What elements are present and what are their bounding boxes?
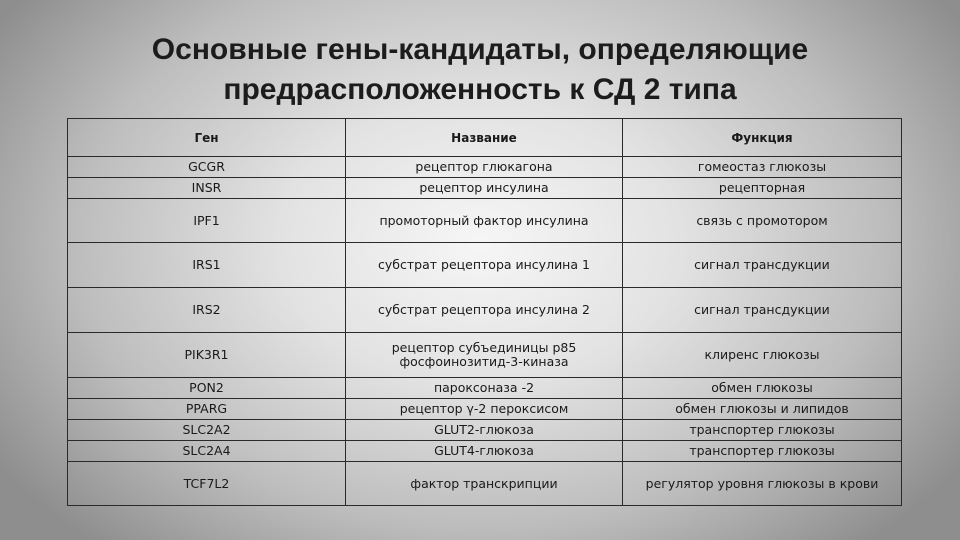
cell-gene: SLC2A2: [68, 420, 346, 441]
cell-name: субстрат рецептора инсулина 1: [346, 243, 623, 288]
cell-function: транспортер глюкозы: [623, 420, 902, 441]
cell-function: обмен глюкозы: [623, 378, 902, 399]
cell-gene: PON2: [68, 378, 346, 399]
cell-name: промоторный фактор инсулина: [346, 199, 623, 243]
cell-function: связь с промотором: [623, 199, 902, 243]
cell-name-line-2: фосфоинозитид-3-киназа: [399, 354, 569, 369]
cell-name: [346, 333, 623, 378]
slide-title-line-2: предрасположенность к СД 2 типа: [223, 73, 737, 106]
cell-gene: IRS1: [68, 243, 346, 288]
table-row: [68, 420, 902, 441]
slide-title-line-1: Основные гены-кандидаты, определяющие: [151, 33, 809, 66]
cell-function: гомеостаз глюкозы: [623, 157, 902, 178]
cell-name: фактор транскрипции: [346, 462, 623, 506]
table-row: [68, 399, 902, 420]
cell-function: сигнал трансдукции: [623, 243, 902, 288]
cell-gene: IRS2: [68, 288, 346, 333]
cell-function: рецепторная: [623, 178, 902, 199]
cell-gene: SLC2A4: [68, 441, 346, 462]
cell-name: рецептор глюкагона: [346, 157, 623, 178]
slide-title: [0, 30, 960, 110]
table-row: [68, 441, 902, 462]
cell-gene: TCF7L2: [68, 462, 346, 506]
header-gene: Ген: [68, 119, 346, 157]
cell-name: GLUT2-глюкоза: [346, 420, 623, 441]
cell-function: сигнал трансдукции: [623, 288, 902, 333]
table-row: [68, 378, 902, 399]
cell-name: субстрат рецептора инсулина 2: [346, 288, 623, 333]
cell-name: GLUT4-глюкоза: [346, 441, 623, 462]
cell-function: транспортер глюкозы: [623, 441, 902, 462]
cell-function: клиренс глюкозы: [623, 333, 902, 378]
table-row: [68, 157, 902, 178]
cell-name-line-1: рецептор субъединицы p85: [391, 340, 577, 355]
table-row: [68, 462, 902, 506]
header-function: Функция: [623, 119, 902, 157]
cell-gene: INSR: [68, 178, 346, 199]
cell-gene: PIK3R1: [68, 333, 346, 378]
table-row: [68, 333, 902, 378]
table-header-row: [68, 119, 902, 157]
cell-name: пароксоназа -2: [346, 378, 623, 399]
table-row: [68, 178, 902, 199]
header-name: Название: [346, 119, 623, 157]
table-row: [68, 243, 902, 288]
gene-table: [67, 118, 902, 506]
cell-name: рецептор инсулина: [346, 178, 623, 199]
table-row: [68, 199, 902, 243]
table-row: [68, 288, 902, 333]
cell-function: регулятор уровня глюкозы в крови: [623, 462, 902, 506]
cell-gene: IPF1: [68, 199, 346, 243]
cell-name: рецептор γ-2 пероксисом: [346, 399, 623, 420]
cell-gene: GCGR: [68, 157, 346, 178]
cell-gene: PPARG: [68, 399, 346, 420]
cell-function: обмен глюкозы и липидов: [623, 399, 902, 420]
